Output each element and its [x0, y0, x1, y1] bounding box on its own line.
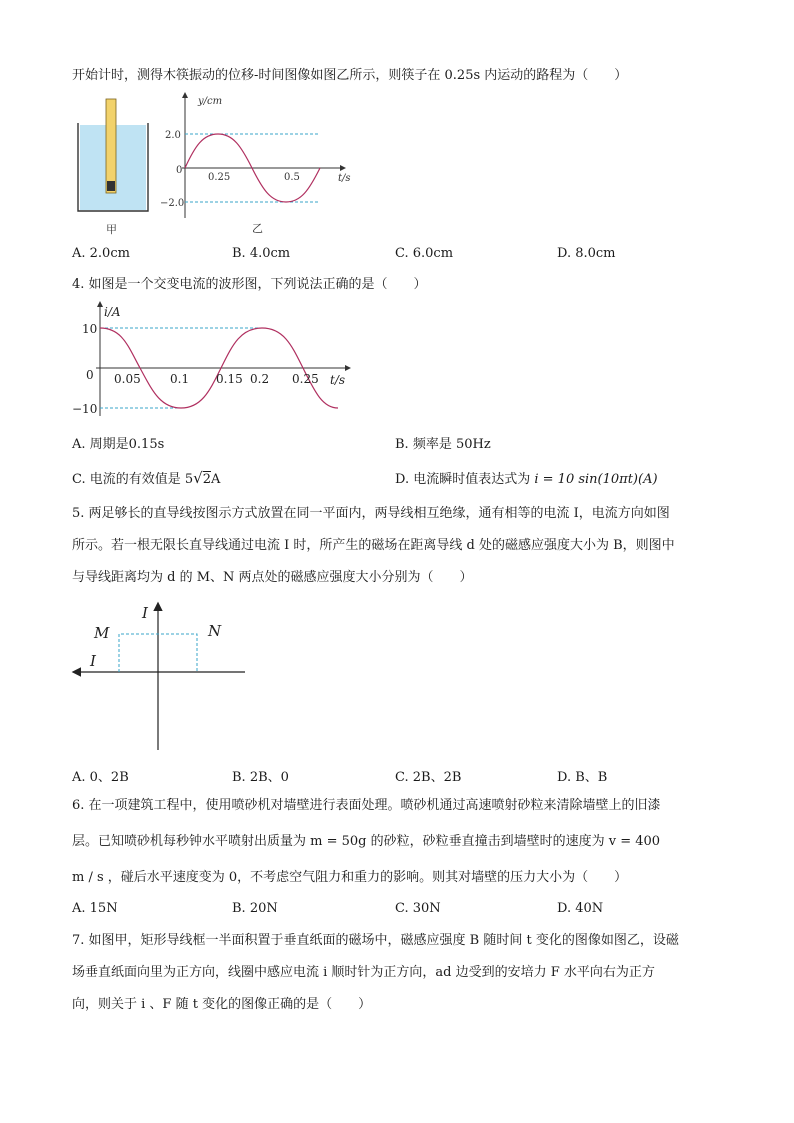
svg-text:10: 10: [82, 322, 98, 336]
q5-stem-line2: 所示。若一根无限长直导线通过电流 I 时，所产生的磁场在距离导线 d 处的磁感应强度大小为 B，则图中: [72, 538, 675, 553]
svg-text:i/A: i/A: [104, 305, 121, 319]
svg-text:0.25: 0.25: [292, 372, 319, 386]
q5-stem-line3: 与导线距离均为 d 的 M、N 两点处的磁感应强度大小分别为（ ）: [72, 570, 473, 585]
svg-text:I: I: [90, 652, 96, 670]
svg-text:t/s: t/s: [338, 173, 351, 184]
fig-yi-label: 乙: [252, 222, 263, 235]
q4-option-d: D. 电流瞬时值表达式为 i = 10 sin(10πt)(A): [395, 472, 658, 487]
q4-option-a: A. 周期是0.15s: [72, 437, 165, 452]
q6-stem-line1: 6. 在一项建筑工程中，使用喷砂机对墙壁进行表面处理。喷砂机通过高速喷射砂粒来清除墙壁上的旧漆: [72, 798, 661, 813]
svg-text:0.2: 0.2: [250, 372, 270, 386]
svg-text:t/s: t/s: [330, 373, 346, 387]
q6-stem-line2: 层。已知喷砂机每秒钟水平喷射出质量为 m = 50g 的砂粒，砂粒垂直撞击到墙壁时的速度为 v = 400: [72, 834, 661, 849]
q4-stem: 4. 如图是一个交变电流的波形图，下列说法正确的是（ ）: [72, 277, 427, 292]
q5-option-d: D. B、B: [557, 770, 608, 785]
svg-text:2.0: 2.0: [165, 130, 181, 141]
svg-text:0.05: 0.05: [114, 372, 141, 386]
svg-text:0: 0: [86, 368, 94, 382]
svg-text:0.25: 0.25: [208, 172, 231, 183]
svg-text:N: N: [208, 622, 222, 640]
q6-option-c: C. 30N: [395, 901, 441, 916]
svg-text:0.1: 0.1: [170, 372, 190, 386]
q6-option-d: D. 40N: [557, 901, 604, 916]
q3-stem: 开始计时，测得木筷振动的位移-时间图像如图乙所示，则筷子在 0.25s 内运动的路程为（ ）: [72, 68, 628, 83]
q5-option-b: B. 2B、0: [232, 770, 289, 785]
q6-option-b: B. 20N: [232, 901, 278, 916]
svg-text:0.5: 0.5: [284, 172, 300, 183]
q7-stem-line3: 向，则关于 i 、F 随 t 变化的图像正确的是（ ）: [72, 997, 372, 1012]
q7-stem-line2: 场垂直纸面向里为正方向，线圈中感应电流 i 顺时针为正方向，ad 边受到的安培力 F 水平向右为正方: [72, 965, 655, 980]
q3-option-b: B. 4.0cm: [232, 246, 291, 261]
q6-option-a: A. 15N: [72, 901, 118, 916]
svg-text:0: 0: [176, 165, 183, 176]
svg-text:0.15: 0.15: [216, 372, 243, 386]
svg-text:−10: −10: [72, 402, 98, 416]
q5-wire-figure: [70, 598, 250, 753]
q3-option-a: A. 2.0cm: [72, 246, 130, 261]
q6-stem-line3: m / s ，碰后水平速度变为 0，不考虑空气阻力和重力的影响。则其对墙壁的压力大小为（ ）: [72, 870, 628, 885]
figure-yi-graph: [160, 88, 360, 238]
q3-option-c: C. 6.0cm: [395, 246, 454, 261]
q7-stem-line1: 7. 如图甲，矩形导线框一半面积置于垂直纸面的磁场中，磁感应强度 B 随时间 t 变化的图像如图乙，设磁: [72, 933, 679, 948]
q5-option-a: A. 0、2B: [72, 770, 129, 785]
svg-text:−2.0: −2.0: [160, 198, 185, 209]
q4-option-c: C. 电流的有效值是 5√2A: [72, 469, 221, 487]
svg-text:I: I: [142, 604, 148, 622]
svg-text:y/cm: y/cm: [198, 96, 223, 107]
q3-option-d: D. 8.0cm: [557, 246, 616, 261]
fig-jia-label: 甲: [106, 223, 117, 236]
figure-jia: [70, 95, 160, 240]
svg-text:M: M: [94, 624, 110, 642]
q4-option-b: B. 频率是 50Hz: [395, 437, 491, 452]
q4-ac-graph: [70, 298, 360, 420]
q5-option-c: C. 2B、2B: [395, 770, 462, 785]
q5-stem-line1: 5. 两足够长的直导线按图示方式放置在同一平面内，两导线相互绝缘，通有相等的电流 I，电流方向如图: [72, 506, 670, 521]
